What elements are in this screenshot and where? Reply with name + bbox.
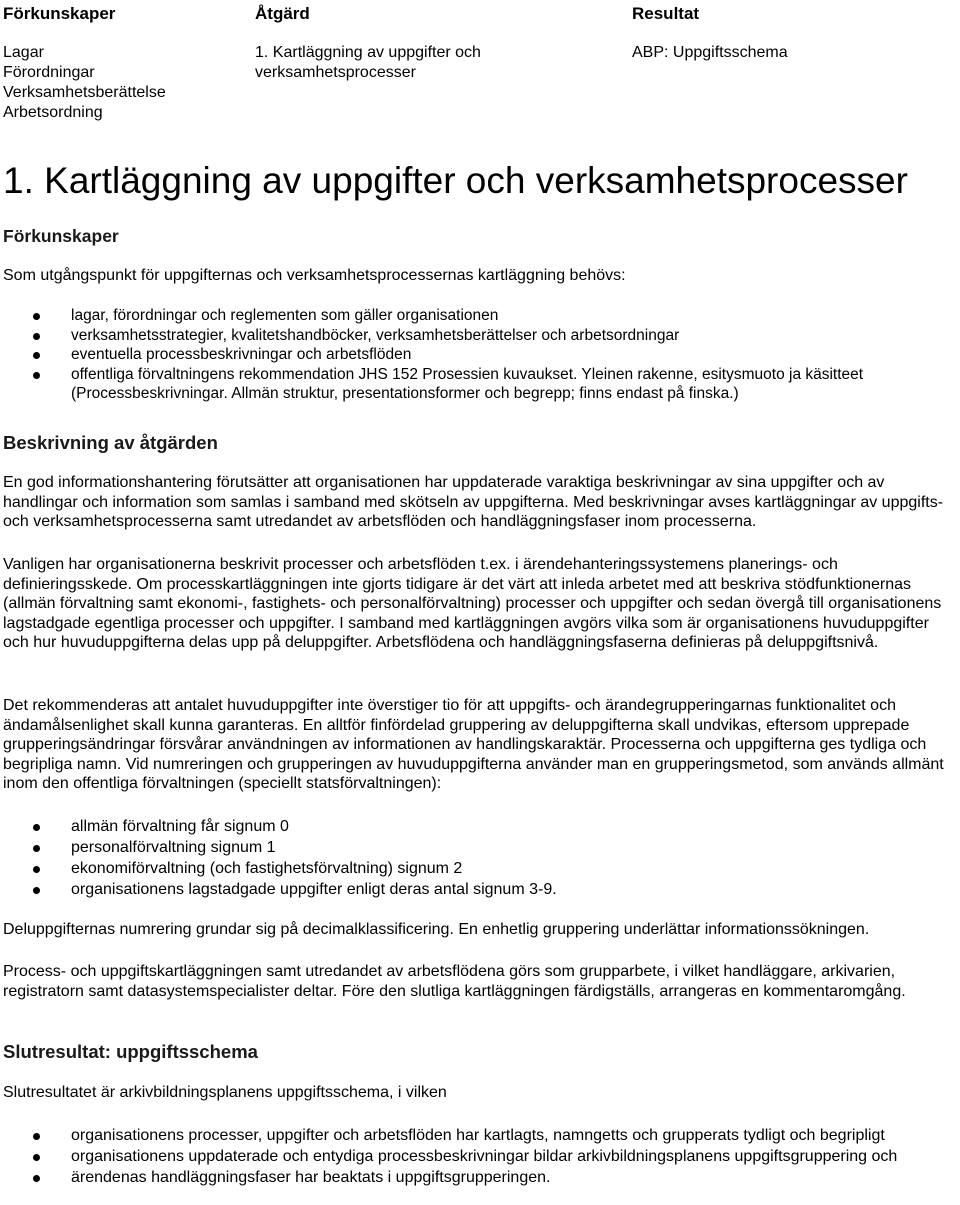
list-item: verksamhetsstrategier, kvalitetshandböcker, verksamhetsberättelser och arbetsordningar <box>0 326 955 346</box>
prereq-list <box>0 306 955 404</box>
section-heading-result: Slutresultat: uppgiftsschema <box>3 1041 258 1062</box>
description-paragraph: En god informationshantering förutsätter att organisationen har uppdaterade varaktiga beskrivningar av sina uppgifter och av handlingar och information som samlas i samband med skötseln av uppgifterna. Med beskrivningar avses kartläggningar av uppgifts- och verksamhetsprocesserna samt utredandet av arbetsflöden och handläggningsfaser inom processerna. <box>3 474 944 530</box>
list-item: offentliga förvaltningens rekommendation JHS 152 Prosessien kuvaukset. Yleinen rakenne, esitysmuoto ja käsitteet (Processbeskrivningar. Allmän struktur, presentationsformer och begrepp; finns endast på finska.) <box>0 365 955 404</box>
table-header-prereq: Förkunskaper <box>3 4 116 23</box>
table-cell: Förordningar <box>3 64 95 81</box>
list-item: organisationens processer, uppgifter och arbetsflöden har kartlagts, namngetts och grupperats tydligt och begripligt <box>0 1125 955 1146</box>
bullet-icon <box>33 1175 40 1182</box>
bullet-icon <box>33 1133 40 1140</box>
table-cell: Lagar <box>3 44 44 61</box>
result-list <box>0 1125 955 1188</box>
table-cell: ABP: Uppgiftsschema <box>632 44 788 61</box>
list-item: organisationens lagstadgade uppgifter enligt deras antal signum 3-9. <box>0 879 955 900</box>
list-item: personalförvaltning signum 1 <box>0 837 955 858</box>
table-cell: Verksamhetsberättelse <box>3 84 166 101</box>
bullet-icon <box>33 372 40 379</box>
list-item: allmän förvaltning får signum 0 <box>0 816 955 837</box>
bullet-icon <box>33 313 40 320</box>
section-heading-description: Beskrivning av åtgärden <box>3 432 218 453</box>
table-col-result <box>632 43 788 63</box>
table-col-prereq <box>3 43 166 123</box>
table-cell: verksamhetsprocesser <box>255 64 416 81</box>
bullet-icon <box>33 866 40 873</box>
description-paragraph: Vanligen har organisationerna beskrivit processer och arbetsflöden t.ex. i ärendehanteringssystemens planerings- och definieringsskede. Om processkartläggningen inte gjorts tidigare är det värt att inleda arbetet med att beskriva stödfunktionernas (allmän förvaltning samt ekonomi-, fastighets- och personalförvaltning) processer och uppgifter och sedan övergå till organisationens lagstadgade egentliga processer och uppgifter. I samband med kartläggningen avgörs vilka som är organisationens huvuduppgifter och hur huvuduppgifterna delas upp på deluppgifter. Arbetsflödena och handläggningsfaserna definieras på deluppgiftsnivå. <box>3 556 942 651</box>
table-cell: 1. Kartläggning av uppgifter och <box>255 44 481 61</box>
page-title: 1. Kartläggning av uppgifter och verksamhetsprocesser <box>3 160 908 201</box>
bullet-icon <box>33 352 40 359</box>
list-item: organisationens uppdaterade och entydiga processbeskrivningar bildar arkivbildningsplanens uppgiftsgruppering och <box>0 1146 955 1167</box>
table-header-result: Resultat <box>632 4 700 23</box>
bullet-icon <box>33 1154 40 1161</box>
bullet-icon <box>33 824 40 831</box>
bullet-icon <box>33 845 40 852</box>
table-cell: Arbetsordning <box>3 104 103 121</box>
list-item: ekonomiförvaltning (och fastighetsförvaltning) signum 2 <box>0 858 955 879</box>
description-paragraph: Deluppgifternas numrering grundar sig på decimalklassificering. En enhetlig gruppering underlättar informationssökningen. <box>3 921 870 938</box>
table-header-action: Åtgärd <box>255 4 310 23</box>
list-item: eventuella processbeskrivningar och arbetsflöden <box>0 345 955 365</box>
table-col-action <box>255 43 481 83</box>
description-paragraph: Det rekommenderas att antalet huvuduppgifter inte överstiger tio för att uppgifts- och ärandegrupperingarnas funktionalitet och ändamålsenlighet skall kunna garanteras. En alltför finfördelad gruppering av deluppgifterna skall undvikas, eftersom upprepade grupperingsändringar försvårar användningen av informationen av handlingskaraktär. Processerna och uppgifterna ges tydliga och begripliga namn. Vid numreringen och grupperingen av huvuduppgifterna använder man en grupperingsmetod, som används allmänt inom den offentliga förvaltningen (speciellt statsförvaltningen): <box>3 697 944 792</box>
prereq-intro: Som utgångspunkt för uppgifternas och verksamhetsprocessernas kartläggning behövs: <box>3 267 626 284</box>
list-item: ärendenas handläggningsfaser har beaktats i uppgiftsgrupperingen. <box>0 1167 955 1188</box>
section-heading-prereq: Förkunskaper <box>3 226 119 246</box>
bullet-icon <box>33 887 40 894</box>
description-paragraph: Process- och uppgiftskartläggningen samt utredandet av arbetsflödena görs som grupparbete, i vilket handläggare, arkivarien, registratorn samt datasystemspecialister deltar. Före den slutliga kartläggningen färdigställs, arrangeras en kommentaromgång. <box>3 963 906 1000</box>
signum-list <box>0 816 955 900</box>
result-intro: Slutresultatet är arkivbildningsplanens uppgiftsschema, i vilken <box>3 1084 447 1101</box>
bullet-icon <box>33 333 40 340</box>
list-item: lagar, förordningar och reglementen som gäller organisationen <box>0 306 955 326</box>
